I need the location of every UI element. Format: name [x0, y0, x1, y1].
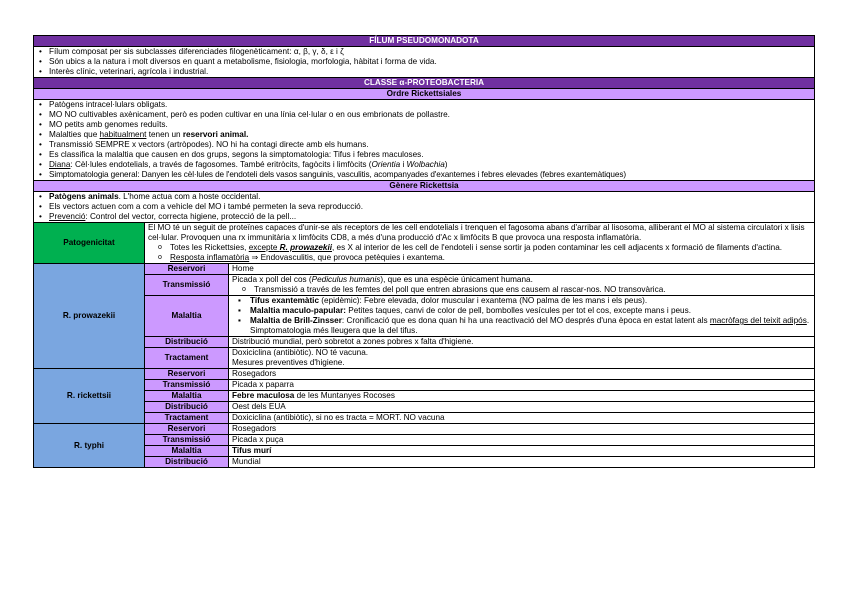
field-label: Malaltia [145, 391, 229, 402]
field-value [229, 391, 815, 402]
treatment-line: Mesures preventives d'higiene. [232, 358, 345, 367]
species-typhi: R. typhi [34, 424, 145, 468]
order-bullet: • Patògens intracel·lulars obligats. [37, 100, 811, 110]
text: Diana [49, 160, 71, 169]
class-title: CLASSE α-PROTEOBACTERIA [34, 78, 815, 89]
text: Wolbachia [406, 160, 445, 169]
text: Prevenció [49, 212, 86, 221]
text: Patògens animals [49, 192, 119, 201]
order-bullet [37, 130, 811, 140]
text: macròfags del teixit adipós [709, 316, 807, 325]
text: (epidèmic): Febre elevada, dolor muscular i exantema (NO palma de les mans i els peus). [319, 296, 648, 305]
text: Malaltia maculo-papular: [250, 306, 346, 315]
field-value: Distribució mundial, però sobretot a zones pobres x falta d'higiene. [229, 337, 815, 348]
phylum-bullets [34, 47, 815, 78]
field-label: Distribució [145, 402, 229, 413]
order-bullet: • MO petits amb genomes reduïts. [37, 120, 811, 130]
species-prowazekii: R. prowazekii [34, 264, 145, 369]
phylum-bullet: • Fílum composat per sis subclasses diferenciades filogenèticament: α, β, γ, δ, ε i ζ [37, 47, 811, 57]
text: . Simptomatologia més lleugera que la del tifus. [250, 316, 810, 335]
order-bullet: • MO NO cultivables axènicament, però es poden cultivar en una línia cel·lular o en ous embrionats de pollastre. [37, 110, 811, 120]
text: Febre maculosa [232, 391, 295, 400]
field-value: Doxiciclina (antibiòtic), si no es tracta = MORT. NO vacuna [229, 413, 815, 424]
genus-bullets [34, 192, 815, 223]
order-bullet: • Transmissió SEMPRE x vectors (artròpodes). NO hi ha contagi directe amb els humans. [37, 140, 811, 150]
field-value: Oest dels EUA [229, 402, 815, 413]
disease-item [232, 306, 811, 316]
text: Malalties que [49, 130, 100, 139]
field-label: Transmissió [145, 380, 229, 391]
genus-title: Gènere Rickettsia [34, 181, 815, 192]
field-value: Rosegadors [229, 424, 815, 435]
field-value: Tifus murí [229, 446, 815, 457]
field-label: Tractament [145, 413, 229, 424]
text: Tifus exantemàtic [250, 296, 320, 305]
genus-bullet: • Els vectors actuen com a com a vehicle del MO i també permeten la seva reproducció. [37, 202, 811, 212]
field-label: Malaltia [145, 296, 229, 337]
field-label: Reservori [145, 264, 229, 275]
pathogenicity-text: El MO té un seguit de proteïnes capaces d'unir-se als receptors de les cell endotelials i trenquen el fagosoma abans d'arribar al lisosoma, alliberant el MO al sistema circulatori x lisis cel·lular. Provoquen una rx immunitària x limfòcits CD8, a més d'una producció d'Ac x limfòcits B que provoca una resposta inflamatòria. [148, 223, 805, 242]
order-bullets [34, 100, 815, 181]
order-bullet: • Es classifica la malaltia que causen en dos grups, segons la simptomatologia: Tifus i febres maculoses. [37, 150, 811, 160]
text: de les Muntanyes Rocoses [294, 391, 395, 400]
pathogenicity-sub [148, 243, 811, 253]
text: : Cronificació que es dona quan hi ha una reactivació del MO després d'una època en estat latent als [341, 316, 710, 325]
field-value: Picada x puça [229, 435, 815, 446]
text: Malaltia de Brill-Zinsser [250, 316, 342, 325]
text: reservori animal. [182, 130, 249, 139]
text: Resposta inflamatòria [170, 253, 250, 262]
field-label: Transmissió [145, 435, 229, 446]
field-label: Reservori [145, 369, 229, 380]
treatment-line: Doxiciclina (antibiòtic). NO té vacuna. [232, 348, 369, 357]
field-label: Distribució [145, 457, 229, 468]
text: tenen un [146, 130, 183, 139]
text: , es X al interior de les cell de l'endoteli i sense sortir ja poden contaminar les cell adjacents x formació de filaments d'actina. [332, 243, 783, 252]
text: i [400, 160, 407, 169]
field-label: Malaltia [145, 446, 229, 457]
field-label: Tractament [145, 348, 229, 369]
field-value: Mundial [229, 457, 815, 468]
field-value: Home [229, 264, 815, 275]
field-value [229, 348, 815, 369]
study-table [33, 35, 815, 468]
disease-item [232, 296, 811, 306]
field-label: Transmissió [145, 275, 229, 296]
phylum-bullet: • Interès clínic, veterinari, agrícola i industrial. [37, 67, 811, 77]
disease-item [232, 316, 811, 336]
order-bullet [37, 160, 811, 170]
phylum-title: FÍLUM PSEUDOMONADOTA [34, 36, 815, 47]
field-value [229, 296, 815, 337]
text: . L'home actua com a hoste occidental. [118, 192, 261, 201]
species-rickettsii: R. rickettsii [34, 369, 145, 424]
text: Pediculus humanis [311, 275, 381, 284]
text: ), que es una espècie únicament humana. [380, 275, 533, 284]
text: Petites taques, canvi de color de pell, bombolles vesícules per tot el cos, excepte mans i peus. [346, 306, 691, 315]
genus-bullet [37, 192, 811, 202]
text: ) [444, 160, 448, 169]
genus-bullet [37, 212, 811, 222]
pathogenicity-label: Patogenicitat [34, 223, 145, 264]
transmission-sub: o Transmissió a través de les femtes del poll que entren abrasions que ens causem al rascar-nos. NO transovàrica. [232, 285, 811, 295]
text: ⇒ Endovasculitis, que provoca petèquies i exantema. [249, 253, 445, 262]
text: habitualment [99, 130, 147, 139]
field-value [229, 275, 815, 296]
document [33, 35, 815, 468]
text: Totes les Rickettsies, [170, 243, 249, 252]
order-title: Ordre Rickettsiales [34, 89, 815, 100]
pathogenicity-cell [145, 223, 815, 264]
text: : Control del vector, correcta higiene, protecció de la pell... [85, 212, 297, 221]
field-value: Picada x paparra [229, 380, 815, 391]
field-label: Distribució [145, 337, 229, 348]
text: excepte [248, 243, 280, 252]
text: : Cèl·lules endotelials, a través de fagosomes. També eritròcits, fagòcits i limfòcits ( [70, 160, 372, 169]
field-label: Reservori [145, 424, 229, 435]
field-value: Rosegadors [229, 369, 815, 380]
order-bullet: • Simptomatologia general: Danyen les cèl·lules de l'endoteli dels vasos sanguinis, vasculitis, acompanyades d'exantemes i febres elevades (febres exantemàtiques) [37, 170, 811, 180]
text: Orientia [371, 160, 401, 169]
text: Picada x poll del cos ( [232, 275, 312, 284]
phylum-bullet: • Són ubics a la natura i molt diversos en quant a metabolisme, fisiologia, morfologia, hàbitat i forma de vida. [37, 57, 811, 67]
pathogenicity-sub [148, 253, 811, 263]
transmission-text [232, 275, 811, 285]
text: R. prowazekii [279, 243, 332, 252]
